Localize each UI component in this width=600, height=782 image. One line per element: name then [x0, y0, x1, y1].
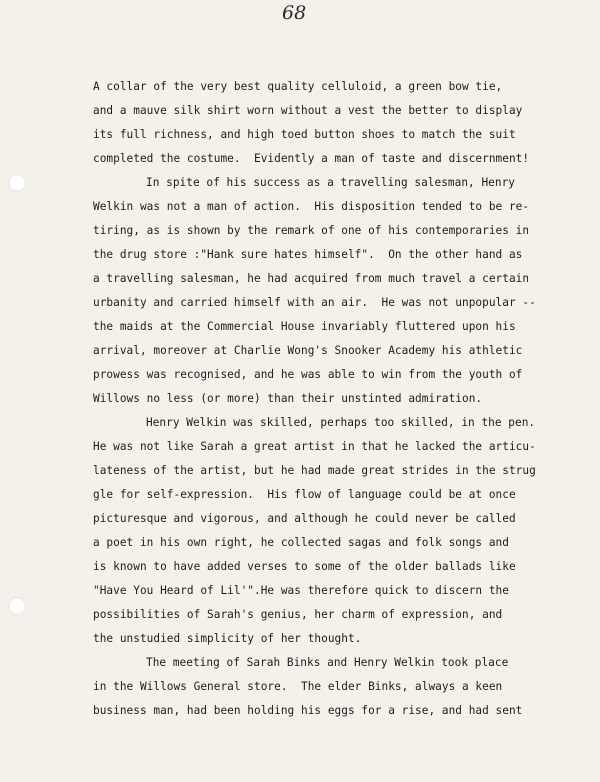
text-line: He was not like Sarah a great artist in that he lacked the articu-: [93, 440, 536, 453]
text-line: gle for self-expression. His flow of language could be at once: [93, 488, 516, 501]
text-line: tiring, as is shown by the remark of one of his contemporaries in: [93, 224, 530, 237]
text-line: the drug store :"Hank sure hates himself". On the other hand as: [93, 248, 523, 261]
text-line: urbanity and carried himself with an air. He was not unpopular --: [93, 296, 536, 309]
text-line: and a mauve silk shirt worn without a vest the better to display: [93, 104, 523, 117]
text-line: Welkin was not a man of action. His disposition tended to be re-: [93, 200, 530, 213]
punch-hole: [8, 597, 26, 615]
text-line: is known to have added verses to some of the older ballads like: [93, 560, 516, 573]
text-line: Henry Welkin was skilled, perhaps too skilled, in the pen.: [146, 416, 536, 429]
text-line: completed the costume. Evidently a man of taste and discernment!: [93, 152, 530, 165]
punch-hole: [8, 174, 26, 192]
text-line: its full richness, and high toed button shoes to match the suit: [93, 128, 516, 141]
text-line: business man, had been holding his eggs for a rise, and had sent: [93, 704, 523, 717]
text-line: "Have You Heard of Lil'".He was therefore quick to discern the: [93, 584, 509, 597]
text-line: in the Willows General store. The elder Binks, always a keen: [93, 680, 503, 693]
text-line: lateness of the artist, but he had made great strides in the strug: [93, 464, 536, 477]
text-line: A collar of the very best quality celluloid, a green bow tie,: [93, 80, 503, 93]
text-line: a travelling salesman, he had acquired from much travel a certain: [93, 272, 530, 285]
text-line: In spite of his success as a travelling salesman, Henry: [146, 176, 515, 189]
page-number: 68: [282, 2, 307, 24]
text-line: prowess was recognised, and he was able to win from the youth of: [93, 368, 523, 381]
text-line: Willows no less (or more) than their unstinted admiration.: [93, 392, 483, 405]
text-line: picturesque and vigorous, and although he could never be called: [93, 512, 516, 525]
text-line: the maids at the Commercial House invariably fluttered upon his: [93, 320, 516, 333]
text-line: a poet in his own right, he collected sagas and folk songs and: [93, 536, 509, 549]
text-line: the unstudied simplicity of her thought.: [93, 632, 362, 645]
text-line: arrival, moreover at Charlie Wong's Snooker Academy his athletic: [93, 344, 523, 357]
text-line: The meeting of Sarah Binks and Henry Welkin took place: [146, 656, 509, 669]
text-line: possibilities of Sarah's genius, her charm of expression, and: [93, 608, 503, 621]
